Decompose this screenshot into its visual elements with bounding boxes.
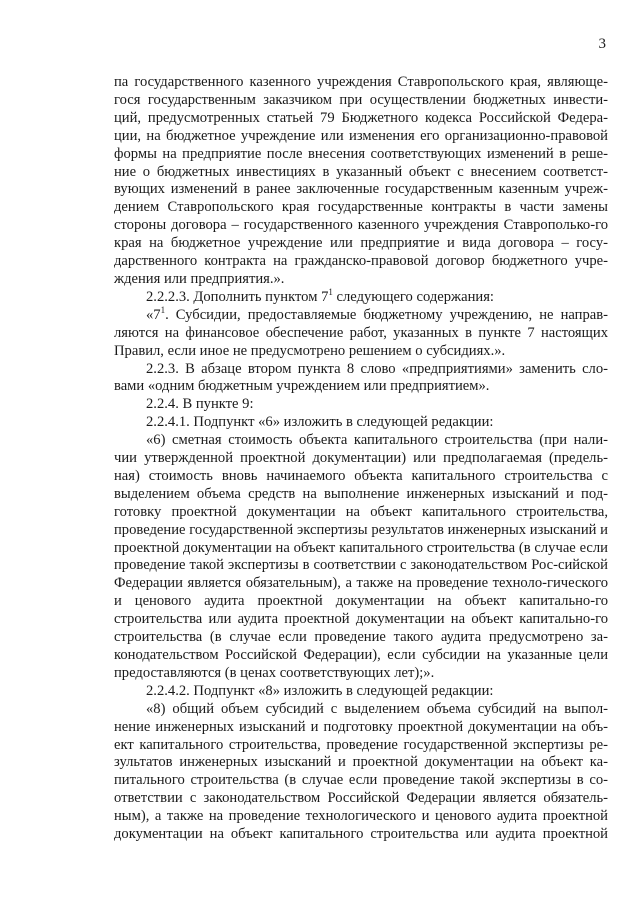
paragraph-text: «6) сметная стоимость объекта капитального строительства (при нали-чии утвержденной проектной документации) или предполагаемая (предель-ная) стоимость вновь начинаемого объекта капитального строительства с выделением объема средств на выполнение инженерных изысканий и под-готовку проектной документации на объект капитального строительства, проведение государственной экспертизы результатов инженерных изысканий и проектной документации на объект капитального строительства (в случае если проведение такой экспертизы в соответствии с законодательством Рос-сийской Федерации является обязательным), а также на проведение техноло-гического и ценового аудита проектной документации на объект капитально-го строительства или аудита проектной документации на объект капитально-го строительства (в случае если проведение такого аудита предусмотрено за-конодательством Российской Федерации), если субсидии на указанные цели предоставляются (в ценах соответствующих лет);». xyxy=(114,432,608,681)
paragraph-text-tail: следующего содержания: xyxy=(332,288,494,305)
paragraph-7-1 xyxy=(114,304,608,361)
paragraph-2-2-4 xyxy=(114,396,608,414)
paragraph-text: 2.2.3. В абзаце втором пункта 8 слово «предприятиями» заменить сло-вами «одним бюджетным учреждением или предприятием». xyxy=(114,360,608,395)
superscript: 1 xyxy=(160,304,166,315)
paragraph-continuation xyxy=(114,74,608,289)
paragraph-2-2-4-2 xyxy=(114,683,608,701)
paragraph-subitem-6 xyxy=(114,432,608,683)
paragraph-2-2-4-1 xyxy=(114,414,608,432)
page-number: 3 xyxy=(598,36,606,52)
paragraph-text: «7 xyxy=(146,306,161,323)
document-body xyxy=(114,74,608,844)
paragraph-subitem-8 xyxy=(114,701,608,844)
paragraph-text: «8) общий объем субсидий с выделением объема субсидий на выпол-нение инженерных изысканий и подготовку проектной документации на объ-ект капитального строительства, проведение государственной экспертизы ре-зультатов инженерных изысканий и проектной документации на объект ка-питального строительства (в случае если проведение такой экспертизы в со-ответствии с законодательством Российской Федерации является обязатель-ным), а также на проведение технологического и ценового аудита проектной документации на объект капитального строительства или аудита проектной xyxy=(114,700,608,843)
paragraph-text: 2.2.2.3. Дополнить пунктом 7 xyxy=(146,288,329,305)
paragraph-text-tail: . Субсидии, предоставляемые бюджетному учреждению, не направ-ляются на финансовое обеспечение работ, указанных в пункте 7 настоящих Правил, если иное не предусмотрено решением о субсидиях.». xyxy=(114,306,608,359)
paragraph-text: 2.2.4.2. Подпункт «8» изложить в следующей редакции: xyxy=(146,682,494,699)
paragraph-text: па государственного казенного учреждения Ставропольского края, являюще-гося государственным заказчиком при осуществлении бюджетных инвести-ций, предусмотренных статьей 79 Бюджетного кодекса Российской Федера-ции, на бюджетное учреждение или изменения его организационно-правовой формы на предприятие после внесения соответствующих изменений в реше-ние о бюджетных инвестициях в указанный объект с внесением соответст-вующих изменений в ранее заключенные государственным казенным учреж-дением Ставропольского края государственные контракты в части замены стороны договора – государственного казенного учреждения Ставрополько-го края на бюджетное учреждение или предприятие и вида договора – госу-дарственного контракта на гражданско-правовой договор бюджетного учре-ждения или предприятия.». xyxy=(114,74,608,287)
paragraph-2-2-2-3 xyxy=(114,289,608,307)
superscript: 1 xyxy=(328,287,333,298)
paragraph-2-2-3 xyxy=(114,361,608,397)
paragraph-text: 2.2.4.1. Подпункт «6» изложить в следующей редакции: xyxy=(146,414,494,431)
paragraph-text: 2.2.4. В пункте 9: xyxy=(146,396,254,413)
